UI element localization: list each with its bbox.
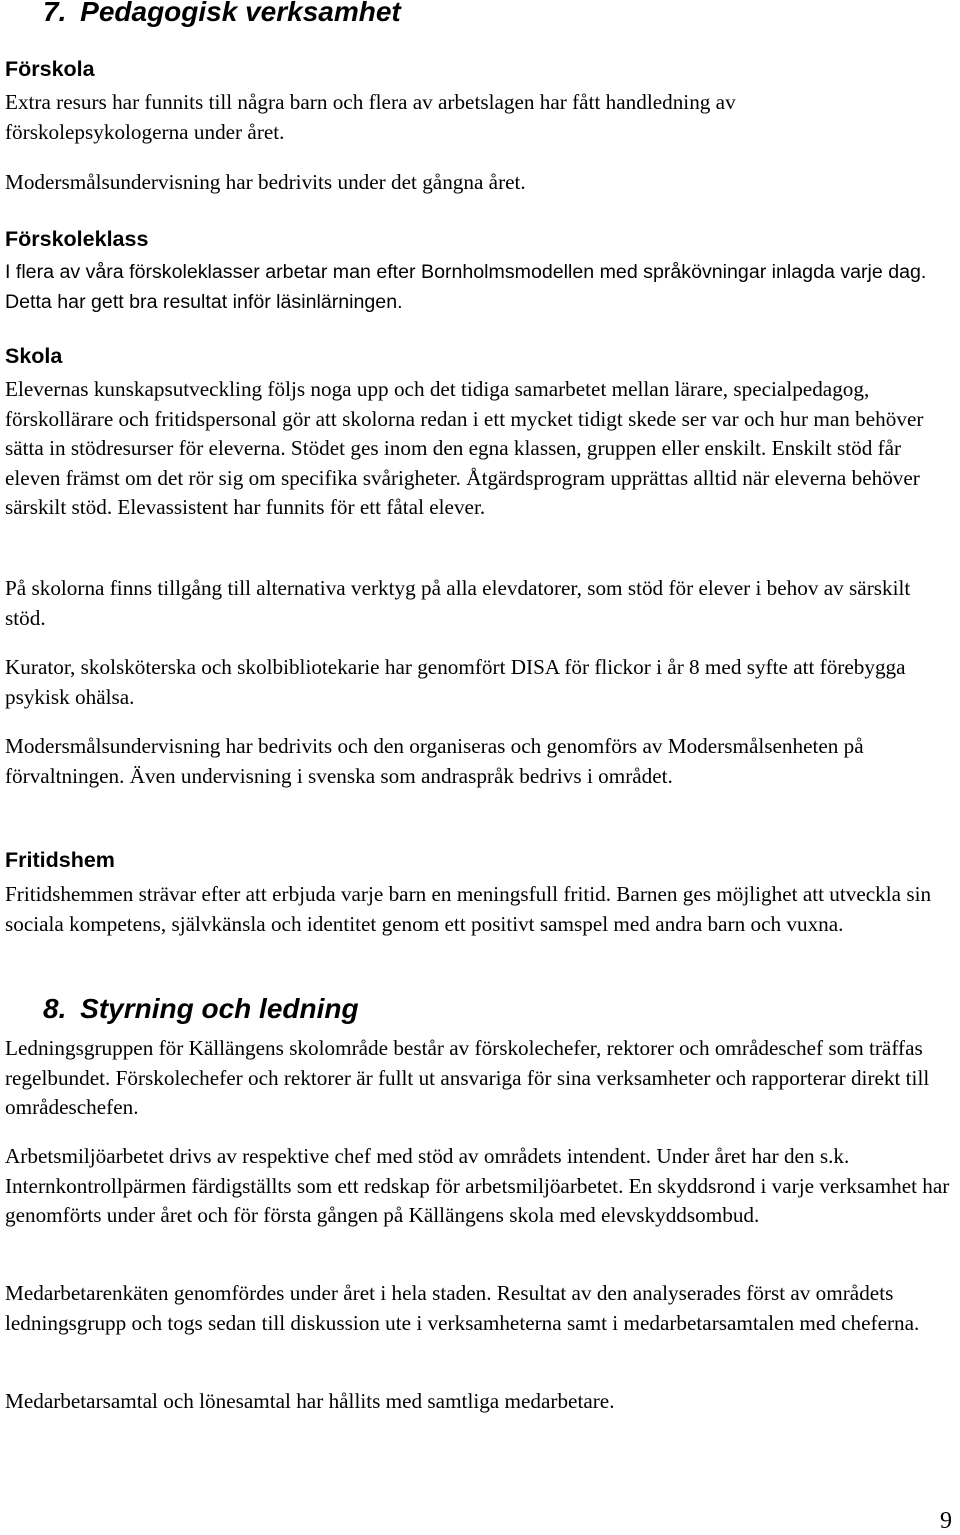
skola-paragraph-2: På skolorna finns tillgång till alternativa verktyg på alla elevdatorer, som stöd för elever i behov av särskilt stöd. [5, 576, 911, 630]
styrning-paragraph-3: Medarbetarenkäten genomfördes under året i hela staden. Resultat av den analyserades först av områdets ledningsgrupp och togs sedan till diskussion ute i verksamheterna samt i medarbetarsamtalen med cheferna. [5, 1281, 920, 1335]
fritidshem-paragraph: Fritidshemmen strävar efter att erbjuda varje barn en meningsfull fritid. Barnen ges möjlighet att utveckla sin sociala kompetens, självkänsla och identitet genom ett positivt samspel med andra barn och vuxna. [5, 882, 932, 936]
styrning-paragraph-4: Medarbetarsamtal och lönesamtal har hållits med samtliga medarbetare. [5, 1389, 615, 1413]
section-7-number: 7. [43, 0, 67, 27]
section-8-title: Styrning och ledning [80, 993, 359, 1024]
section-8-heading [43, 994, 359, 1024]
styrning-paragraph-1: Ledningsgruppen för Källängens skolområde består av förskolechefer, rektorer och områdeschef som träffas regelbundet. Förskolechefer och rektorer är fullt ut ansvariga för sina verksamheter och rapporterar direkt till områdeschefen. [5, 1036, 930, 1119]
fritidshem-heading: Fritidshem [5, 848, 115, 872]
forskola-paragraph-2: Modersmålsundervisning har bedrivits under det gångna året. [5, 170, 526, 194]
skola-heading: Skola [5, 344, 63, 368]
skola-paragraph-1: Elevernas kunskapsutveckling följs noga upp och det tidiga samarbetet mellan lärare, specialpedagog, förskollärare och fritidspersonal gör att skolorna redan i ett mycket tidigt skede ser var och hur man behöver sätta in stödresurser för eleverna. Stödet ges inom den egna klassen, gruppen eller enskilt. Enskilt stöd får eleven främst om det rör sig om specifika svårigheter. Åtgärdsprogram upprättas alltid när eleverna behöver särskilt stöd. Elevassistent har funnits för ett fåtal elever. [5, 377, 924, 519]
skola-paragraph-3: Kurator, skolsköterska och skolbibliotekarie har genomfört DISA för flickor i år 8 med syfte att förebygga psykisk ohälsa. [5, 655, 906, 709]
styrning-paragraph-2: Arbetsmiljöarbetet drivs av respektive chef med stöd av områdets intendent. Under året har den s.k. Internkontrollpärmen färdigställts som ett redskap för arbetsmiljöarbetet. En skyddsrond i varje verksamhet har genomförts under året och för första gången på Källängens skola med elevskyddsombud. [5, 1144, 950, 1227]
forskoleklass-paragraph: I flera av våra förskoleklasser arbetar man efter Bornholmsmodellen med språkövningar inlagda varje dag. Detta har gett bra resultat inför läsinlärningen. [5, 261, 927, 313]
forskola-heading: Förskola [5, 57, 95, 81]
section-8-number: 8. [43, 993, 67, 1024]
section-7-title: Pedagogisk verksamhet [80, 0, 401, 27]
forskoleklass-heading: Förskoleklass [5, 227, 149, 251]
skola-paragraph-4: Modersmålsundervisning har bedrivits och den organiseras och genomförs av Modersmålsenheten på förvaltningen. Även undervisning i svenska som andraspråk bedrivs i området. [5, 734, 864, 788]
forskola-paragraph-1: Extra resurs har funnits till några barn och flera av arbetslagen har fått handledning av förskolepsykologerna under året. [5, 90, 736, 144]
page-number: 9 [940, 1508, 952, 1534]
section-7-heading [43, 0, 401, 27]
